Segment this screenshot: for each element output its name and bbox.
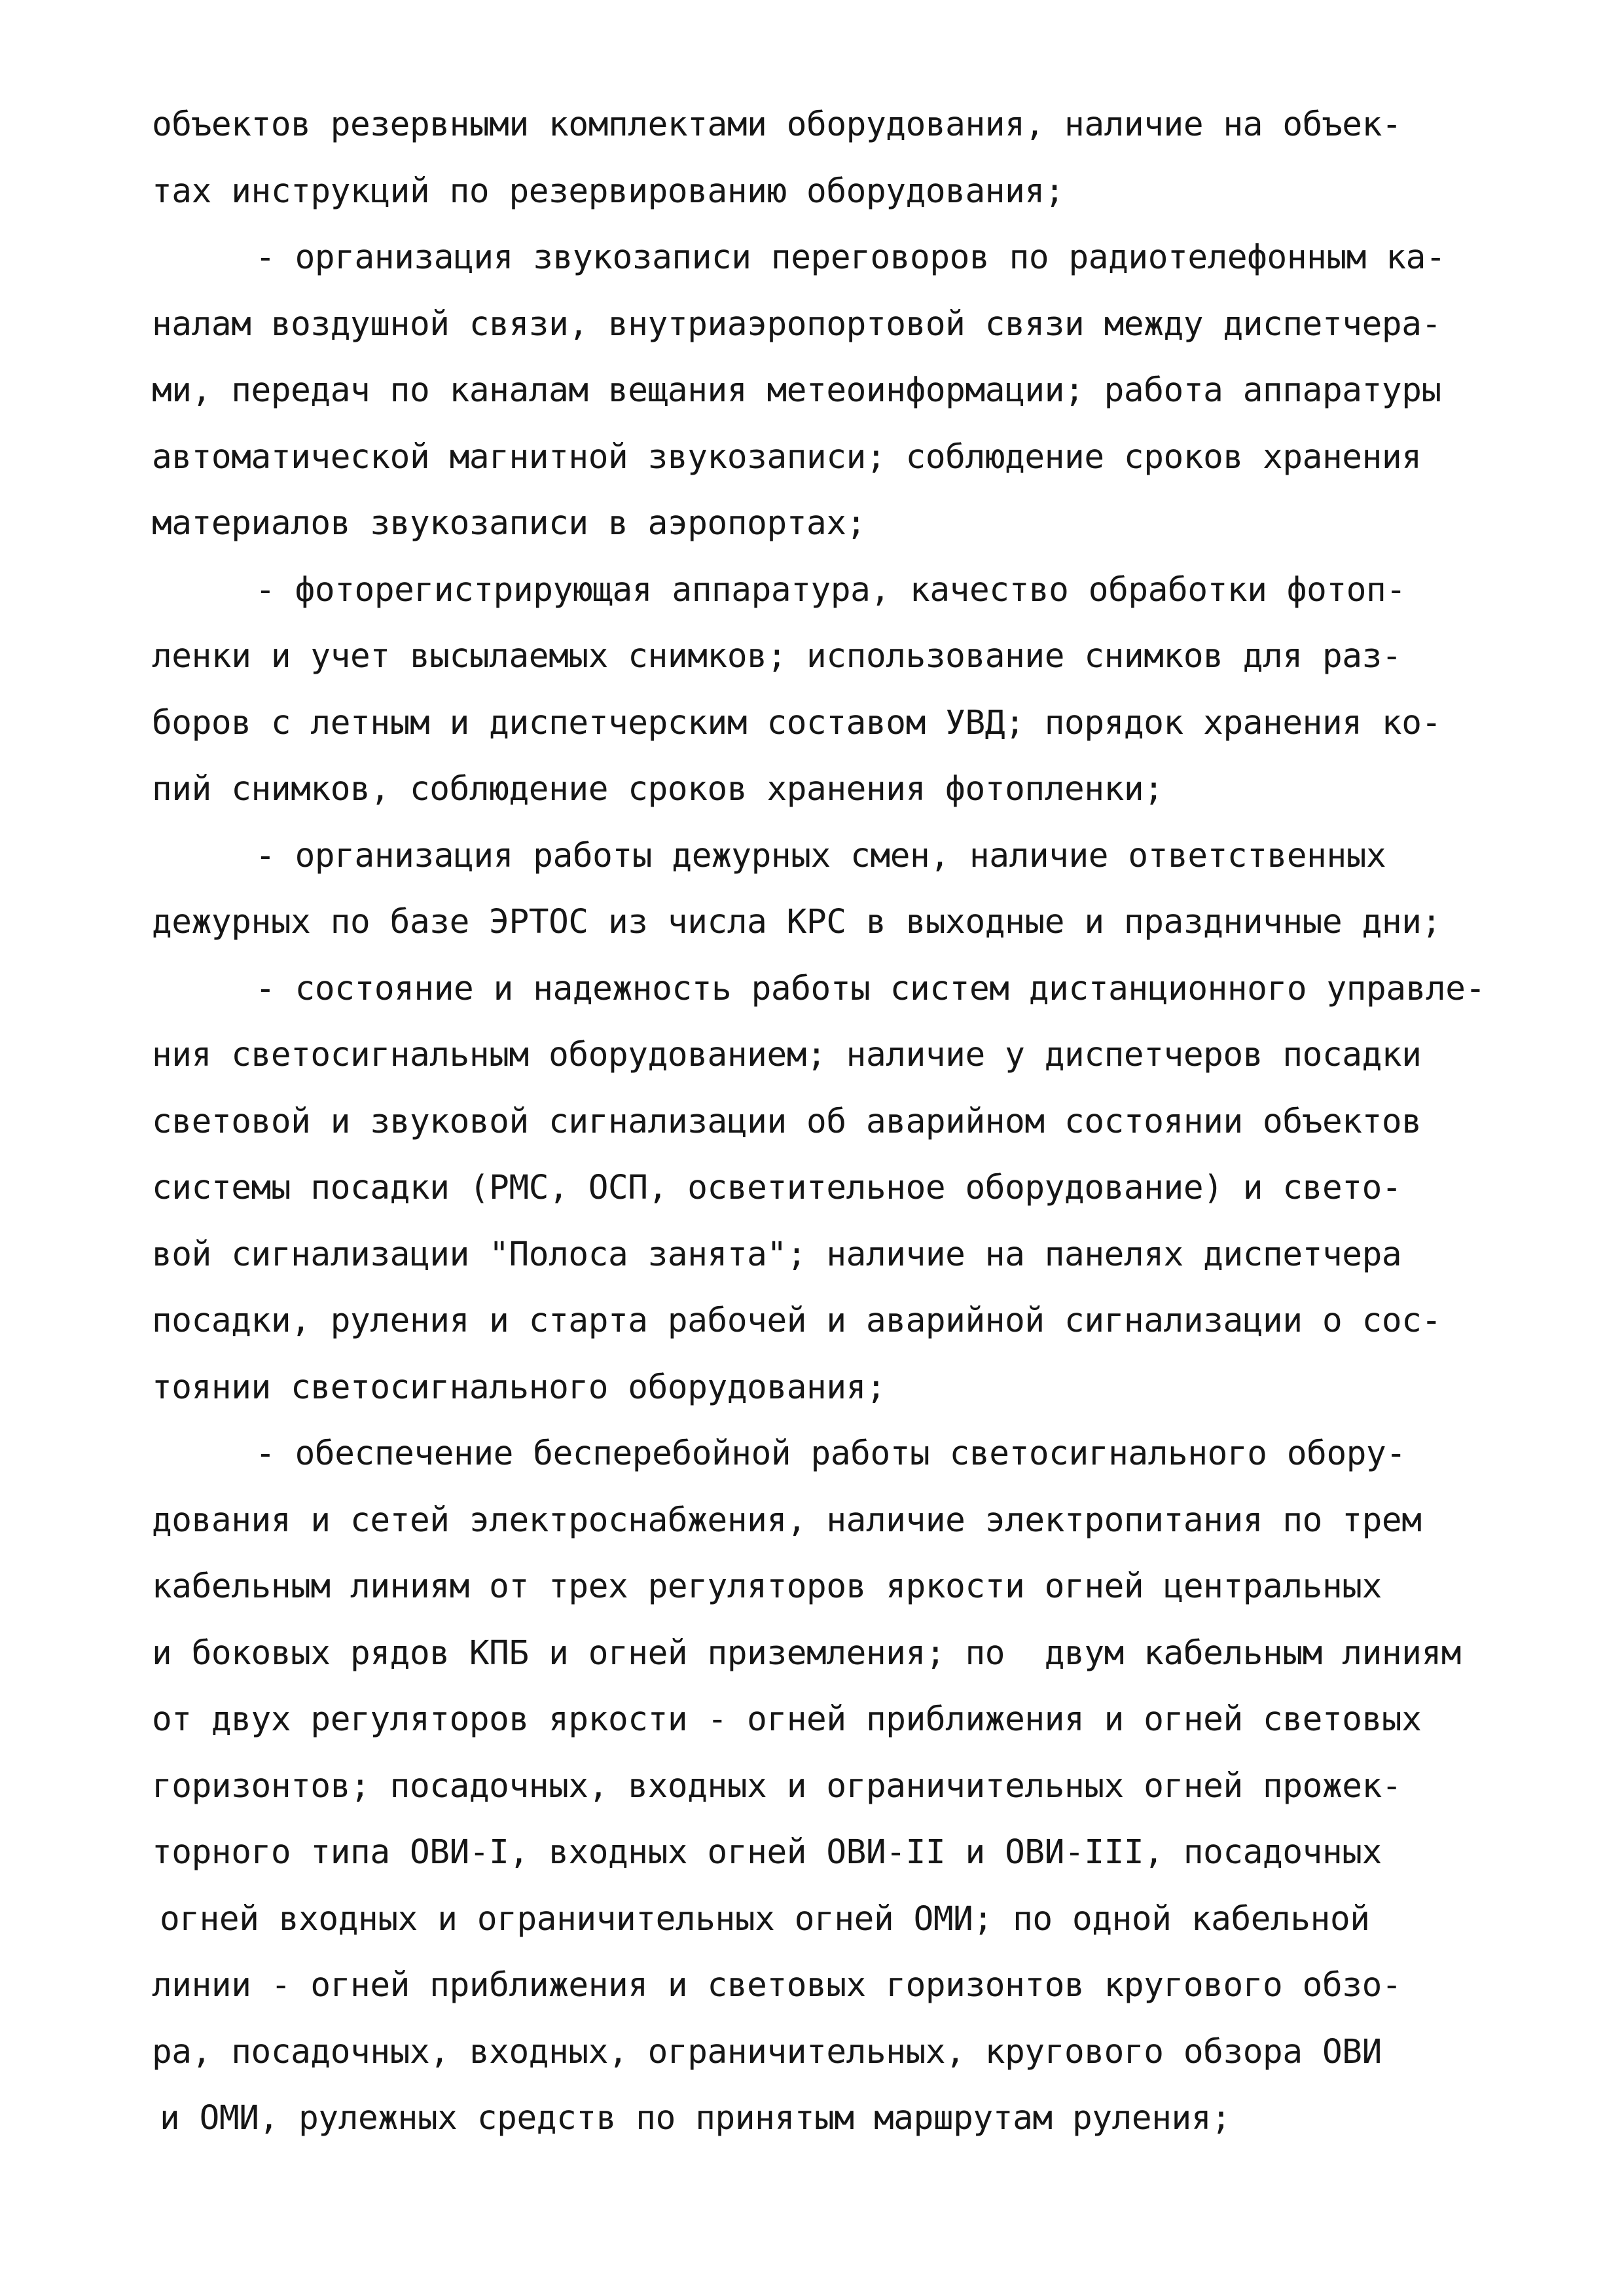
text-line: дежурных по базе ЭРТОС из числа КРС в выходные и праздничные дни; bbox=[152, 903, 1441, 941]
text-line: тоянии светосигнального оборудования; bbox=[152, 1368, 886, 1407]
text-line: дования и сетей электроснабжения, наличие электропитания по трем bbox=[152, 1501, 1422, 1540]
text-line: - фоторегистрирующая аппаратура, качество обработки фотоп- bbox=[255, 570, 1406, 610]
text-line: кабельным линиям от трех регуляторов яркости огней центральных bbox=[152, 1567, 1382, 1606]
text-line: ми, передач по каналам вещания метеоинформации; работа аппаратуры bbox=[152, 371, 1441, 410]
text-line: световой и звуковой сигнализации об аварийном состоянии объектов bbox=[152, 1102, 1422, 1141]
text-line: тах инструкций по резервированию оборудования; bbox=[152, 172, 1065, 211]
text-line: пий снимков, соблюдение сроков хранения фотопленки; bbox=[152, 770, 1164, 809]
text-line: ра, посадочных, входных, ограничительных, кругового обзора ОВИ bbox=[152, 2032, 1382, 2071]
text-line: налам воздушной связи, внутриаэропортовой связи между диспетчера- bbox=[152, 304, 1441, 344]
text-line: - состояние и надежность работы систем дистанционного управле- bbox=[255, 969, 1485, 1008]
text-line: линии - огней приближения и световых горизонтов кругового обзо- bbox=[152, 1966, 1402, 2005]
text-line: торного типа ОВИ-I, входных огней ОВИ-II и ОВИ-III, посадочных bbox=[152, 1833, 1382, 1872]
text-line: горизонтов; посадочных, входных и ограничительных огней прожек- bbox=[152, 1766, 1402, 1806]
text-line: материалов звукозаписи в аэропортах; bbox=[152, 504, 866, 543]
text-line: ния светосигнальным оборудованием; наличие у диспетчеров посадки bbox=[152, 1036, 1422, 1074]
text-line: системы посадки (РМС, ОСП, осветительное оборудование) и свето- bbox=[152, 1169, 1402, 1207]
text-line: боров с летным и диспетчерским составом УВД; порядок хранения ко- bbox=[152, 703, 1441, 742]
text-line: от двух регуляторов яркости - огней приближения и огней световых bbox=[152, 1700, 1422, 1739]
text-line: автоматической магнитной звукозаписи; соблюдение сроков хранения bbox=[152, 437, 1422, 477]
text-line: ленки и учет высылаемых снимков; использование снимков для раз- bbox=[152, 637, 1402, 676]
text-line: огней входных и ограничительных огней ОМИ; по одной кабельной bbox=[160, 1899, 1370, 1939]
text-line: - организация звукозаписи переговоров по радиотелефонным ка- bbox=[255, 238, 1446, 277]
text-line: - обеспечение бесперебойной работы светосигнального обору- bbox=[255, 1434, 1406, 1473]
text-line: - организация работы дежурных смен, наличие ответственных bbox=[255, 836, 1386, 875]
text-line: и ОМИ, рулежных средств по принятым маршрутам руления; bbox=[160, 2099, 1231, 2138]
text-line: объектов резервными комплектами оборудования, наличие на объек- bbox=[152, 105, 1402, 144]
text-line: вой сигнализации "Полоса занята"; наличие на панелях диспетчера bbox=[152, 1235, 1402, 1274]
body-text bbox=[152, 92, 1513, 2152]
text-line: посадки, руления и старта рабочей и аварийной сигнализации о сос- bbox=[152, 1302, 1441, 1340]
text-line: и боковых рядов КПБ и огней приземления; по двум кабельным линиям bbox=[152, 1633, 1462, 1673]
